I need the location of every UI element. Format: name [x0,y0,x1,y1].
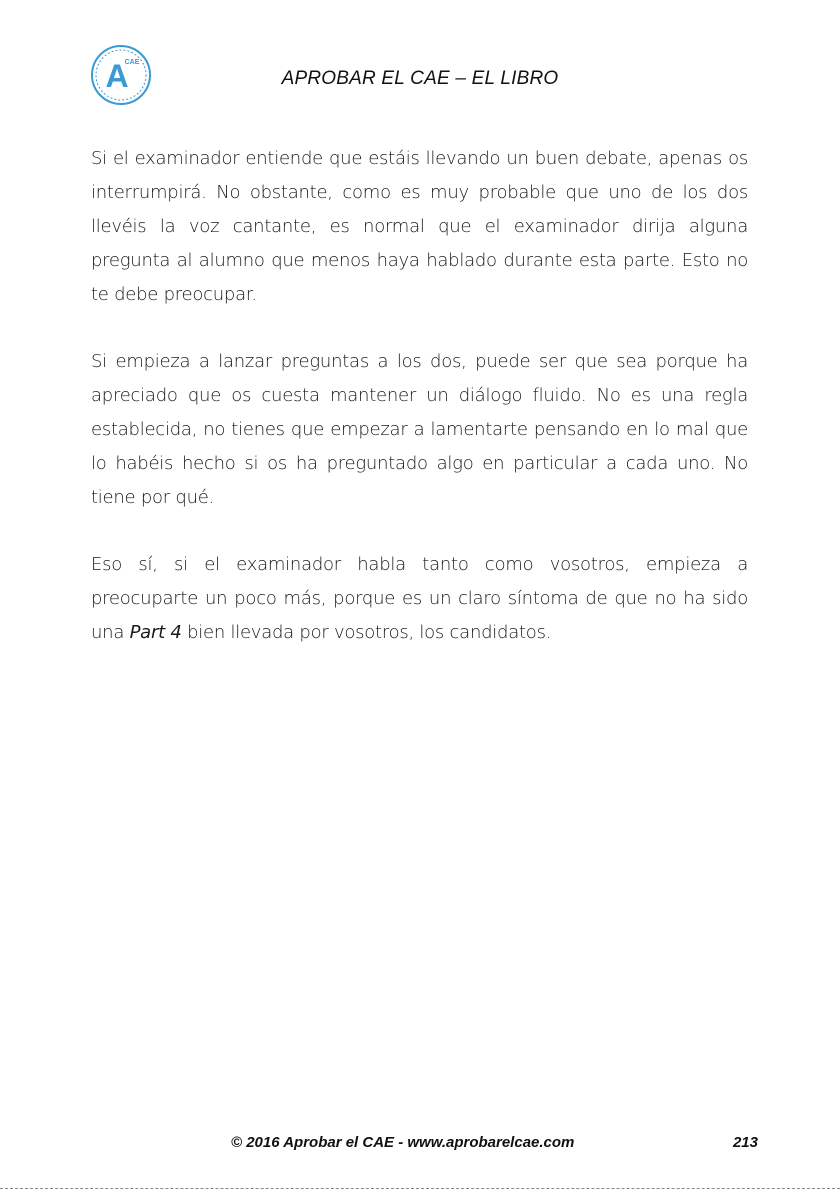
page-header-title: APROBAR EL CAE – EL LIBRO [281,68,559,89]
footer-copyright: © 2016 Aprobar el CAE - www.aprobarelcae.com [231,1134,575,1151]
main-content [91,142,748,683]
paragraph-3-italic-term: Part 4 [129,622,182,643]
paragraph-1: Si el examinador entiende que estáis llevando un buen debate, apenas os interrumpirá. No obstante, como es muy probable que uno de los dos llevéis la voz cantante, es normal que el examinador dirija alguna pregunta al alumno que menos haya hablado durante esta parte. Esto no te debe preocupar. [91,148,748,305]
paragraph-3-text-end: bien llevada por vosotros, los candidatos. [181,622,552,643]
paragraph-2: Si empieza a lanzar preguntas a los dos, puede ser que sea porque ha apreciado que os cuesta mantener un diálogo fluido. No es una regla establecida, no tienes que empezar a lamentarte pensando en lo mal que lo habéis hecho si os ha preguntado algo en particular a cada uno. No tiene por qué. [91,351,748,508]
paragraph-3 [91,548,748,650]
bottom-divider [0,1188,840,1189]
logo-small-text: CAE [124,59,140,66]
logo-letter: A [105,58,129,94]
page-number: 213 [732,1134,758,1151]
page-footer [0,1134,840,1158]
paragraph-3-text-start: Eso sí, si el examinador habla tanto como vosotros, empieza a preocuparte un poco más, porque es un claro síntoma de que no ha sido una [91,554,748,643]
